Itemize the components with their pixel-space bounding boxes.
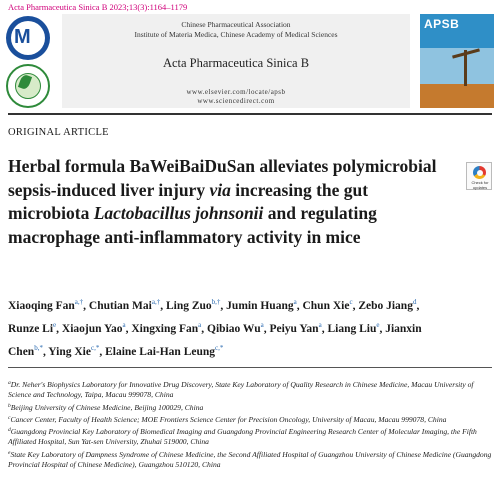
check-updates-label bbox=[467, 181, 493, 190]
author-name[interactable]: Zebo Jiang bbox=[358, 300, 413, 312]
title-text: and regulating macrophage anti-inflammatory activity in mice bbox=[8, 203, 377, 247]
author-affiliation-marker[interactable]: a bbox=[122, 321, 126, 329]
article-type: ORIGINAL ARTICLE bbox=[8, 127, 109, 138]
author-name[interactable]: Jianxin Chen bbox=[8, 323, 422, 358]
author-name[interactable]: Chun Xie bbox=[302, 300, 350, 312]
author-name[interactable]: Xiaojun Yao bbox=[61, 323, 123, 335]
author-name[interactable]: Xingxing Fan bbox=[131, 323, 199, 335]
author-affiliation-marker[interactable]: b,* bbox=[34, 344, 43, 352]
author-affiliation-marker[interactable]: a bbox=[318, 321, 322, 329]
affiliation-item bbox=[8, 425, 498, 448]
article-title bbox=[8, 155, 448, 249]
affiliation-key: b bbox=[8, 402, 11, 409]
affiliation-item bbox=[8, 448, 498, 471]
association-name: Chinese Pharmaceutical Association bbox=[181, 20, 291, 29]
author-name[interactable]: Elaine Lai-Han Leung bbox=[105, 346, 216, 358]
title-via: via bbox=[209, 179, 231, 200]
author-name[interactable]: Peiyu Yan bbox=[269, 323, 319, 335]
affiliation-key: e bbox=[8, 449, 11, 456]
affiliation-list bbox=[8, 378, 498, 470]
journal-header bbox=[62, 14, 410, 108]
affiliation-item bbox=[8, 401, 498, 413]
author-name[interactable]: Chutian Mai bbox=[88, 300, 152, 312]
title-text: Herbal formula BaWeiBaiDuSan alleviates polymicrobial sepsis-induced liver injury bbox=[8, 156, 437, 200]
affiliation-key: d bbox=[8, 427, 11, 434]
author-affiliation-marker[interactable]: e bbox=[376, 321, 380, 329]
affiliation-text: Guangdong Provincial Key Laboratory of Biomedical Imaging and Guangdong Provincial Engineering Research Center of Molecular Imaging, the Fifth Affiliated Hospital, Sun Yat-sen University, Zhuhai 519000, China bbox=[8, 427, 477, 447]
publisher-logos bbox=[4, 16, 56, 108]
author-affiliation-marker[interactable]: e bbox=[53, 321, 57, 329]
author-affiliation-marker[interactable]: a,† bbox=[74, 298, 84, 306]
cover-brand: APSB bbox=[424, 17, 460, 31]
author-affiliation-marker[interactable]: c bbox=[349, 298, 353, 306]
author-affiliation-marker[interactable]: a bbox=[198, 321, 202, 329]
author-affiliation-marker[interactable]: a bbox=[293, 298, 297, 306]
affiliation-item bbox=[8, 413, 498, 425]
affiliation-text: Dr. Neher's Biophysics Laboratory for Innovative Drug Discovery, State Key Laboratory of Quality Research in Chinese Medicine, Macau University of Science and Technology, Taipa, Macau 999078, China bbox=[8, 380, 474, 400]
title-species: Lactobacillus johnsonii bbox=[93, 203, 264, 223]
affiliation-text: Beijing University of Chinese Medicine, Beijing 100029, China bbox=[10, 402, 204, 412]
author-affiliation-marker[interactable]: c,* bbox=[215, 344, 224, 352]
author-affiliation-marker[interactable]: a bbox=[260, 321, 264, 329]
author-name[interactable]: Runze Li bbox=[8, 323, 54, 335]
institute-name: Institute of Materia Medica, Chinese Academy of Medical Sciences bbox=[134, 30, 338, 39]
affiliation-key: a bbox=[8, 380, 11, 386]
journal-name: Acta Pharmaceutica Sinica B bbox=[162, 56, 310, 70]
check-for-updates-button[interactable] bbox=[466, 162, 492, 190]
affiliation-key: c bbox=[8, 414, 11, 421]
check-updates-line1: Check for bbox=[471, 180, 489, 185]
journal-urls bbox=[62, 88, 410, 106]
affiliation-text: Cancer Center, Faculty of Health Science; MOE Frontiers Science Center for Precision Oncology, University of Macau, Macau 999078, China bbox=[10, 414, 447, 424]
affiliation-item bbox=[8, 378, 498, 401]
journal-cover-image[interactable] bbox=[420, 14, 494, 108]
author-list: Xiaoqing Fan$^{a,\dagger}$, Chutian Mai$^{a,\dagger}$, Ling Zuo$^{b,\dagger}$, Jumin Huang$^a$, Chun Xie$^c$, Zebo Jiang$^d$, Runze Li$^e$, Xiaojun Yao$^a$, Xingxing Fan$^a$, Qibiao Wu$^a$, Peiyu Yan$^a$, Liang Liu$^e$, Jianxin Chen$^{b,*}$, Ying Xie$^{c,*}$, Elaine Lai-Han Leung$^{c,*}$ bbox=[8, 298, 422, 358]
affiliations-divider bbox=[8, 367, 492, 368]
crossmark-icon bbox=[473, 166, 486, 179]
header-affiliations bbox=[62, 20, 410, 40]
sciencedirect-link[interactable]: www.sciencedirect.com bbox=[197, 97, 275, 105]
author-name[interactable]: Ling Zuo bbox=[165, 300, 212, 312]
association-logo-icon: M bbox=[6, 16, 50, 60]
author-name[interactable]: Qibiao Wu bbox=[207, 323, 261, 335]
author-name[interactable]: Ying Xie bbox=[48, 346, 91, 358]
author-affiliation-marker[interactable]: b,† bbox=[211, 298, 221, 306]
author-affiliation-marker[interactable]: d bbox=[412, 298, 417, 306]
institute-logo-icon bbox=[6, 64, 50, 108]
check-updates-line2: updates bbox=[472, 184, 488, 190]
author-affiliation-marker[interactable]: c,* bbox=[90, 344, 100, 352]
affiliation-text: State Key Laboratory of Dampness Syndrome of Chinese Medicine, the Second Affiliated Hospital of Guangzhou University of Chinese Medicine (Guangdong Provincial Hospital of Chinese Medicine), Guangzhou 510120, China bbox=[8, 449, 492, 470]
author-name[interactable]: Liang Liu bbox=[327, 323, 377, 335]
elsevier-link[interactable]: www.elsevier.com/locate/apsb bbox=[186, 88, 286, 96]
author-name[interactable]: Xiaoqing Fan bbox=[8, 300, 75, 312]
author-affiliation-marker[interactable]: a,† bbox=[151, 298, 161, 306]
author-name[interactable]: Jumin Huang bbox=[226, 300, 294, 312]
header-divider bbox=[8, 113, 492, 115]
journal-citation[interactable]: Acta Pharmaceutica Sinica B 2023;13(3):1164–1179 bbox=[8, 2, 188, 12]
title-text: increasing the gut microbiota bbox=[8, 179, 369, 223]
